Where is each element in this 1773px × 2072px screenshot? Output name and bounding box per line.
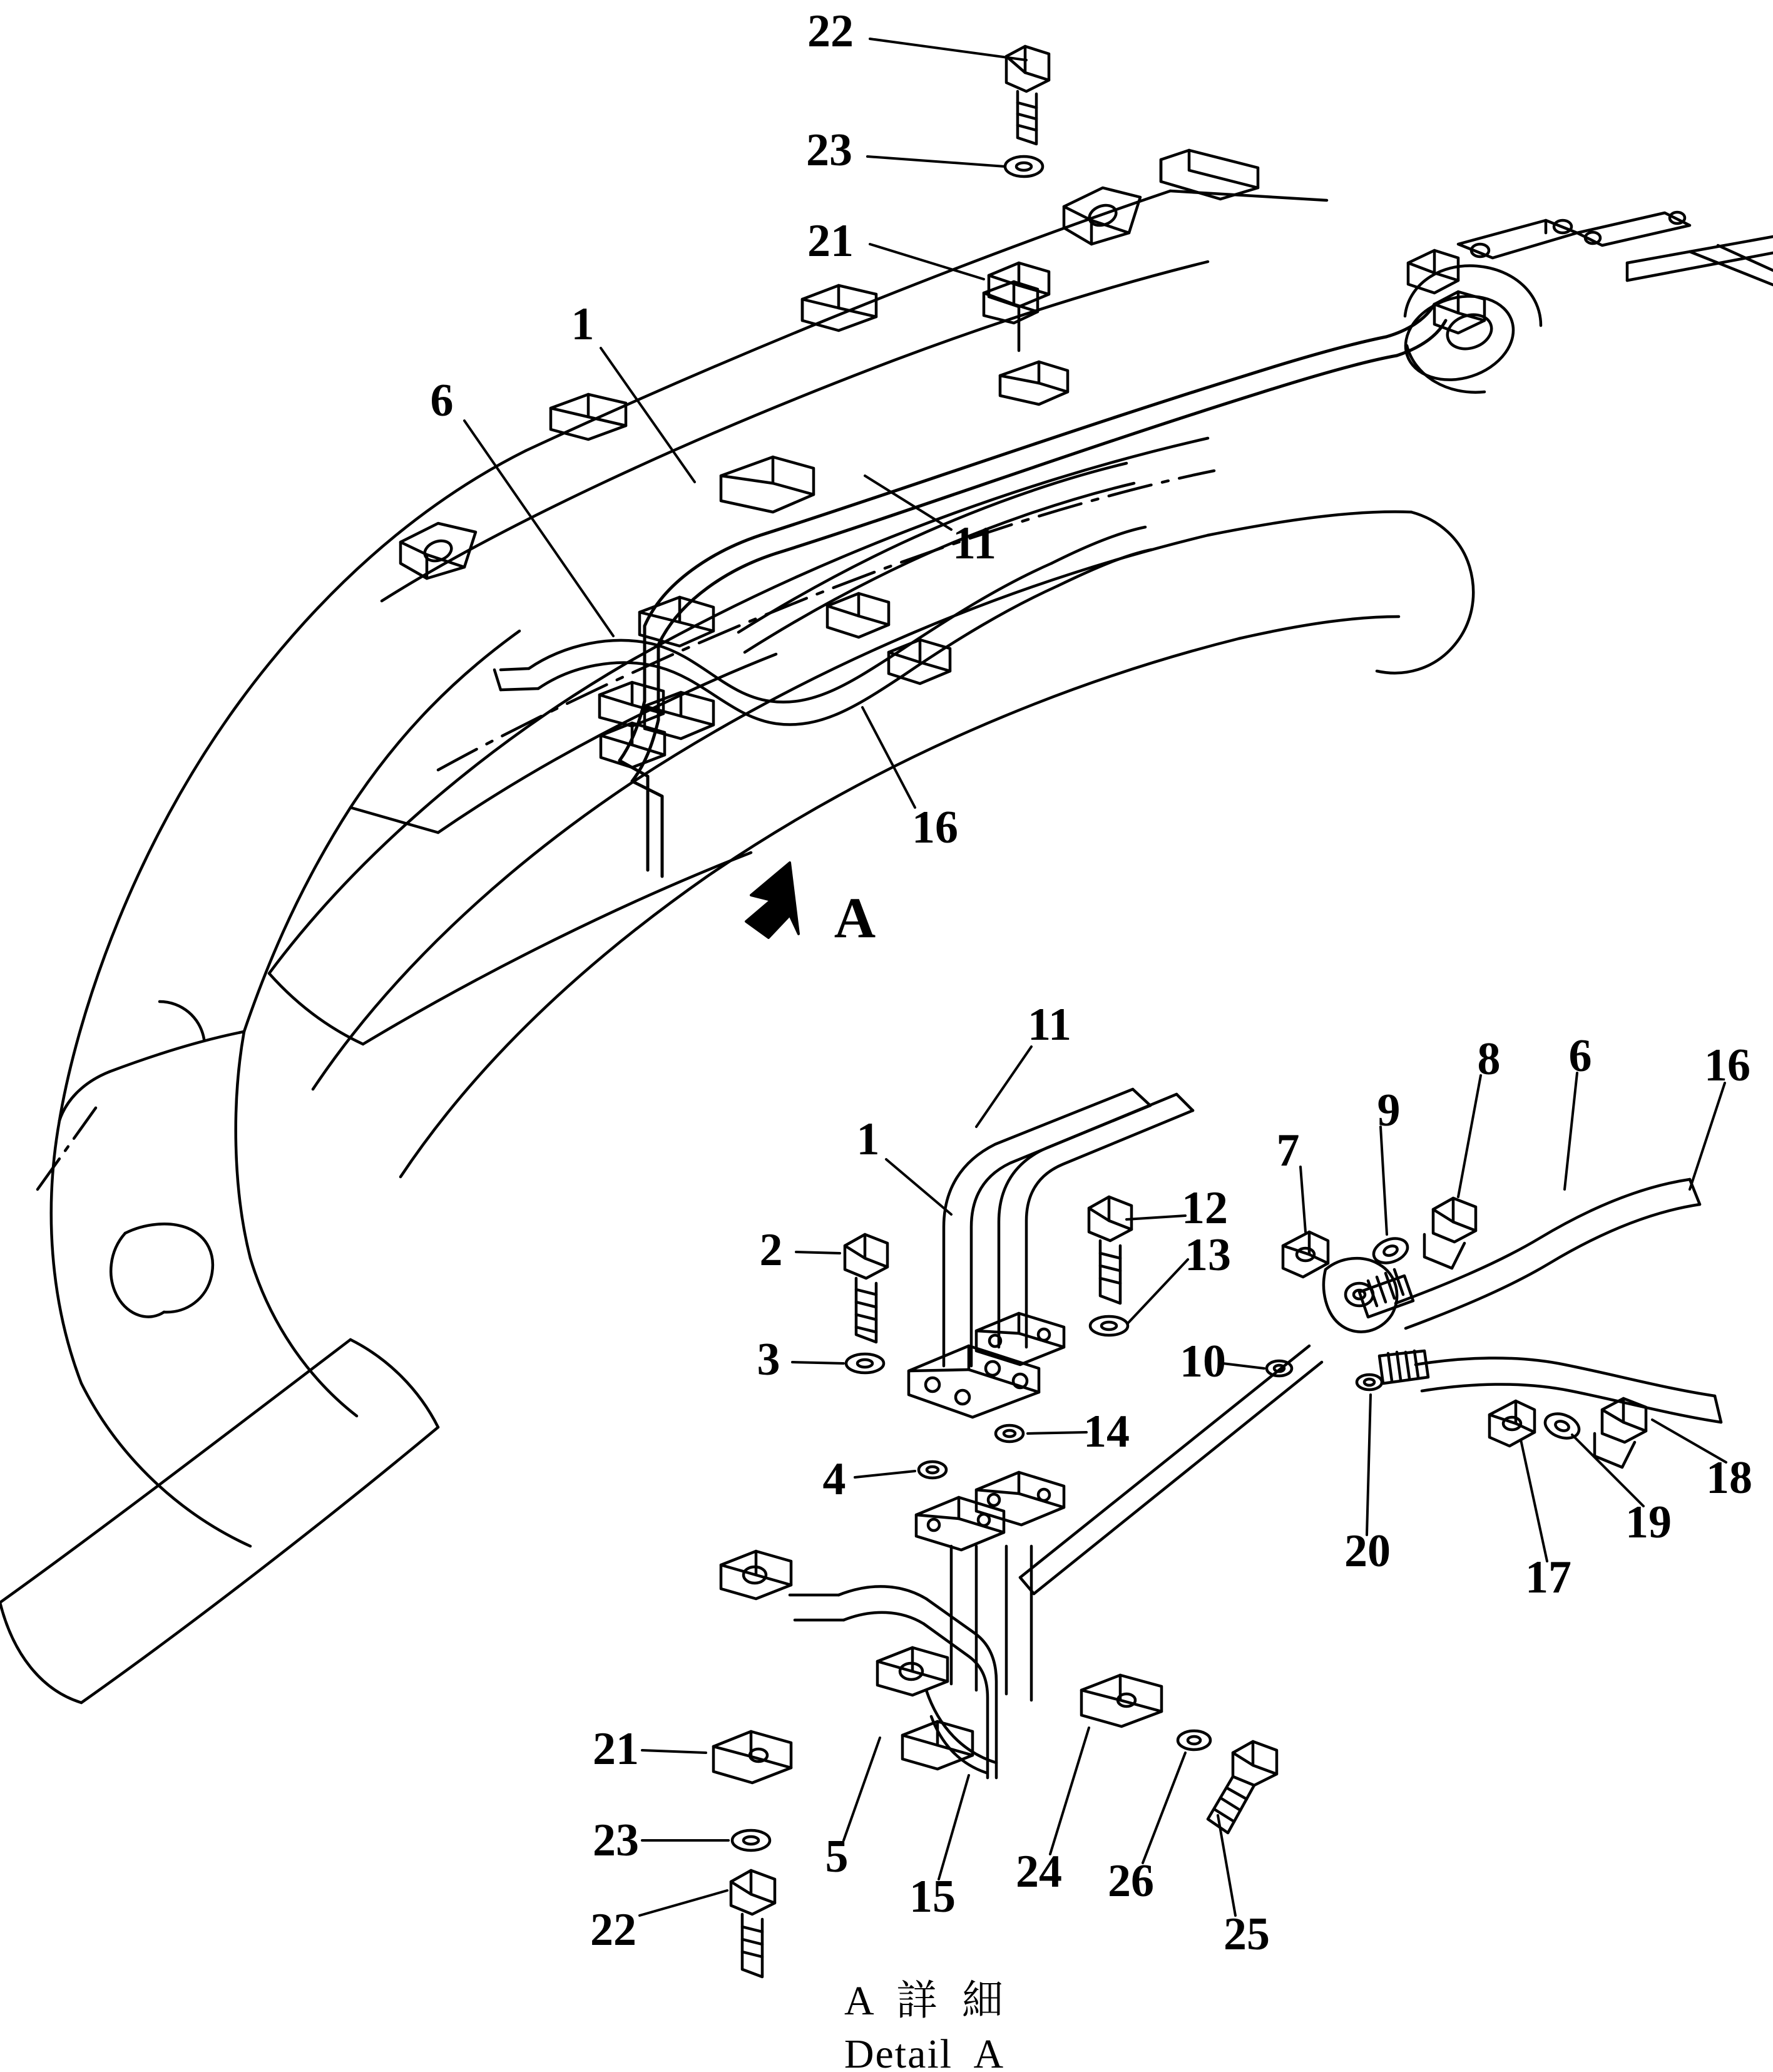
detail-tube-1-11 <box>909 1089 1193 1417</box>
callout-21-detail: 21 <box>593 1723 639 1775</box>
callout-12: 12 <box>1182 1182 1228 1234</box>
arm-tube-pair-upper <box>620 304 1446 876</box>
callout-7: 7 <box>1276 1125 1300 1176</box>
detail-washer-23 <box>732 1830 770 1850</box>
callout-4: 4 <box>822 1454 846 1505</box>
callout-17: 17 <box>1525 1552 1571 1603</box>
callout-23-top: 23 <box>806 125 852 176</box>
leader-lines <box>464 39 1726 1916</box>
callout-11-detail: 11 <box>1028 999 1071 1050</box>
callout-16-detail: 16 <box>1704 1040 1750 1091</box>
arm-body-outline <box>0 150 1773 1703</box>
callout-11-top: 11 <box>953 518 996 569</box>
callout-19: 19 <box>1625 1497 1672 1548</box>
callout-5: 5 <box>825 1831 849 1882</box>
callout-1-top: 1 <box>571 299 595 350</box>
callout-16-top: 16 <box>912 802 958 853</box>
detail-hose-assembly-upper <box>1267 1179 1721 1467</box>
callout-9: 9 <box>1377 1085 1401 1136</box>
top-bolt-22 <box>1006 46 1049 144</box>
detail-bolt-2 <box>845 1234 887 1342</box>
callout-10: 10 <box>1180 1336 1226 1387</box>
view-marker-a: A <box>834 886 876 950</box>
detail-washer-13 <box>1090 1316 1128 1335</box>
callout-18: 18 <box>1706 1452 1752 1504</box>
detail-washer-26 <box>1178 1731 1210 1750</box>
detail-oring-4 <box>919 1462 946 1478</box>
callout-3: 3 <box>757 1334 780 1385</box>
callout-8: 8 <box>1477 1033 1501 1085</box>
callout-21-top: 21 <box>807 215 854 267</box>
callout-20: 20 <box>1344 1526 1391 1577</box>
detail-lower-tube-5-15 <box>721 1472 1064 1778</box>
callout-2: 2 <box>759 1224 783 1276</box>
callout-6-top: 6 <box>430 375 454 426</box>
callout-22-top: 22 <box>807 6 854 57</box>
detail-washer-3 <box>846 1354 884 1373</box>
callout-14: 14 <box>1083 1406 1130 1457</box>
callout-25: 25 <box>1224 1909 1270 1960</box>
callout-13: 13 <box>1185 1229 1231 1281</box>
arm-hoses <box>438 463 1214 770</box>
caption-english: Detail A <box>844 2031 1005 2072</box>
callout-24: 24 <box>1016 1846 1062 1897</box>
detail-long-tube <box>1020 1346 1322 1594</box>
callout-6-detail: 6 <box>1568 1030 1592 1082</box>
detail-clamp-21 <box>713 1731 791 1783</box>
callout-26: 26 <box>1108 1855 1154 1907</box>
detail-clamp-24 <box>1081 1675 1162 1726</box>
callout-1-detail: 1 <box>856 1114 880 1165</box>
caption-japanese: A 詳 細 <box>844 1978 1005 2024</box>
callout-23-detail: 23 <box>593 1815 639 1866</box>
top-clamp-21 <box>989 263 1049 351</box>
detail-bolt-12 <box>1089 1197 1132 1303</box>
top-washer-23 <box>1005 156 1043 177</box>
detail-oring-14 <box>996 1425 1023 1442</box>
callout-15: 15 <box>909 1871 956 1922</box>
callout-22-detail: 22 <box>590 1904 636 1956</box>
view-direction-arrow <box>746 863 799 938</box>
detail-bolt-22 <box>731 1870 775 1977</box>
